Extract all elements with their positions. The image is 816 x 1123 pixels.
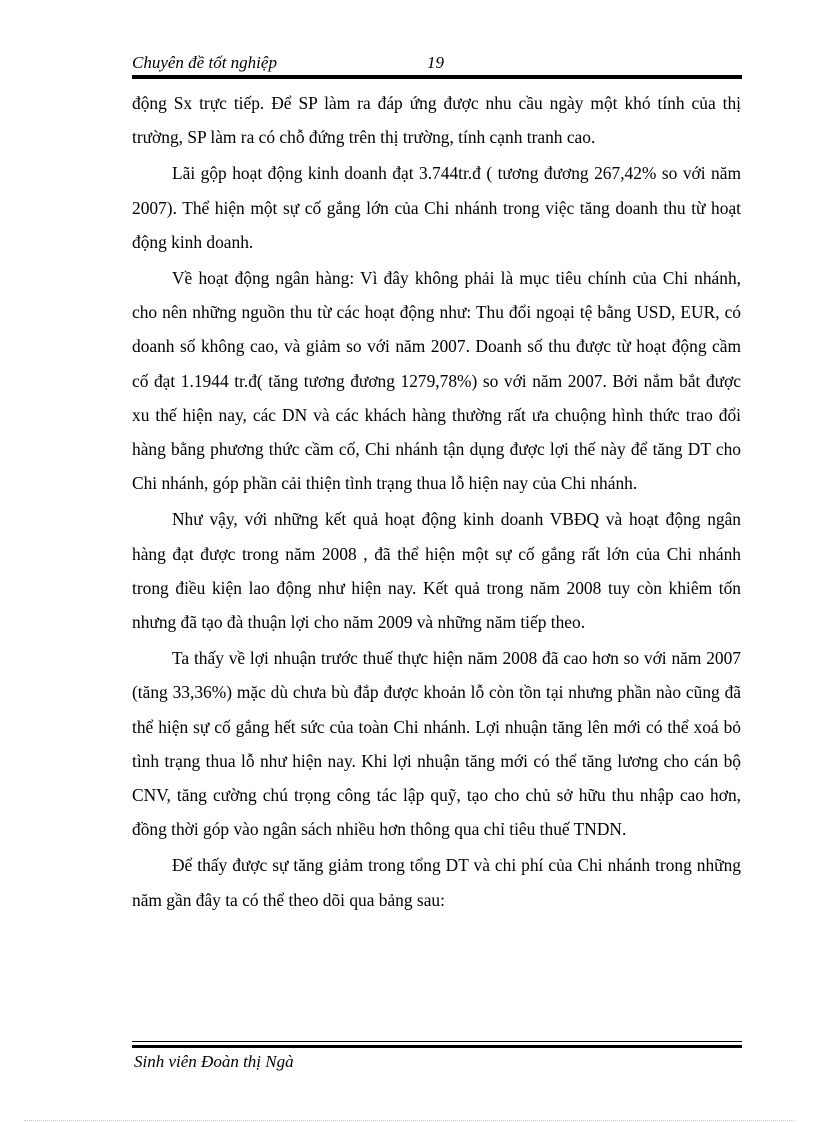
paragraph-banking-activity: Về hoạt động ngân hàng: Vì đây không phải là mục tiêu chính của Chi nhánh, cho nên những nguồn thu từ các hoạt động như: Thu đổi ngoại tệ bằng USD, EUR, có doanh số không cao, và giảm so với năm 2007. Doanh số thu được từ hoạt động cầm cố đạt 1.1944 tr.đ( tăng tương đương 1279,78%) so với năm 2007. Bởi nắm bắt được xu thế hiện nay, các DN và các khách hàng thường rất ưa chuộng hình thức trao đổi hàng bằng phương thức cầm cố, Chi nhánh tận dụng được lợi thế này để tăng DT cho Chi nhánh, góp phần cải thiện tình trạng thua lỗ hiện nay của Chi nhánh. [132, 268, 741, 494]
header-divider [132, 75, 742, 79]
paragraph-summary-2008: Như vậy, với những kết quả hoạt động kinh doanh VBĐQ và hoạt động ngân hàng đạt được trong năm 2008 , đã thể hiện một sự cố gắng rất lớn của Chi nhánh trong điều kiện lao động như hiện nay. Kết quả trong năm 2008 tuy còn khiêm tốn nhưng đã tạo đà thuận lợi cho năm 2009 và những năm tiếp theo. [132, 509, 741, 633]
page-body [132, 86, 741, 917]
paragraph-continuation: động Sx trực tiếp. Để SP làm ra đáp ứng được nhu cầu ngày một khó tính của thị trường, SP làm ra có chỗ đứng trên thị trường, tính cạnh tranh cao. [132, 93, 741, 148]
paragraph-table-intro: Để thấy được sự tăng giảm trong tổng DT và chi phí của Chi nhánh trong những năm gần đây ta có thể theo dõi qua bảng sau: [132, 855, 741, 910]
paragraph-pretax-profit: Ta thấy về lợi nhuận trước thuế thực hiện năm 2008 đã cao hơn so với năm 2007 (tăng 33,36%) mặc dù chưa bù đắp được khoản lỗ còn tồn tại nhưng phần nào cũng đã thể hiện sự cố gắng hết sức của toàn Chi nhánh. Lợi nhuận tăng lên mới có thể xoá bỏ tình trạng thua lỗ như hiện nay. Khi lợi nhuận tăng mới có thể tăng lương cho cán bộ CNV, tăng cường chú trọng công tác lập quỹ, tạo cho chủ sở hữu thu nhập cao hơn, đồng thời góp vào ngân sách nhiều hơn thông qua chỉ tiêu thuế TNDN. [132, 648, 741, 840]
footer-divider [132, 1041, 742, 1048]
page-number: 19 [427, 53, 444, 72]
page-header [132, 53, 742, 75]
footer-author: Sinh viên Đoàn thị Ngà [134, 1052, 294, 1071]
page-edge-divider [24, 1120, 794, 1121]
document-title: Chuyên đề tốt nghiệp [132, 53, 277, 72]
paragraph-gross-profit: Lãi gộp hoạt động kinh doanh đạt 3.744tr.đ ( tương đương 267,42% so với năm 2007). Thể hiện một sự cố gắng lớn của Chi nhánh trong việc tăng doanh thu từ hoạt động kinh doanh. [132, 163, 741, 252]
